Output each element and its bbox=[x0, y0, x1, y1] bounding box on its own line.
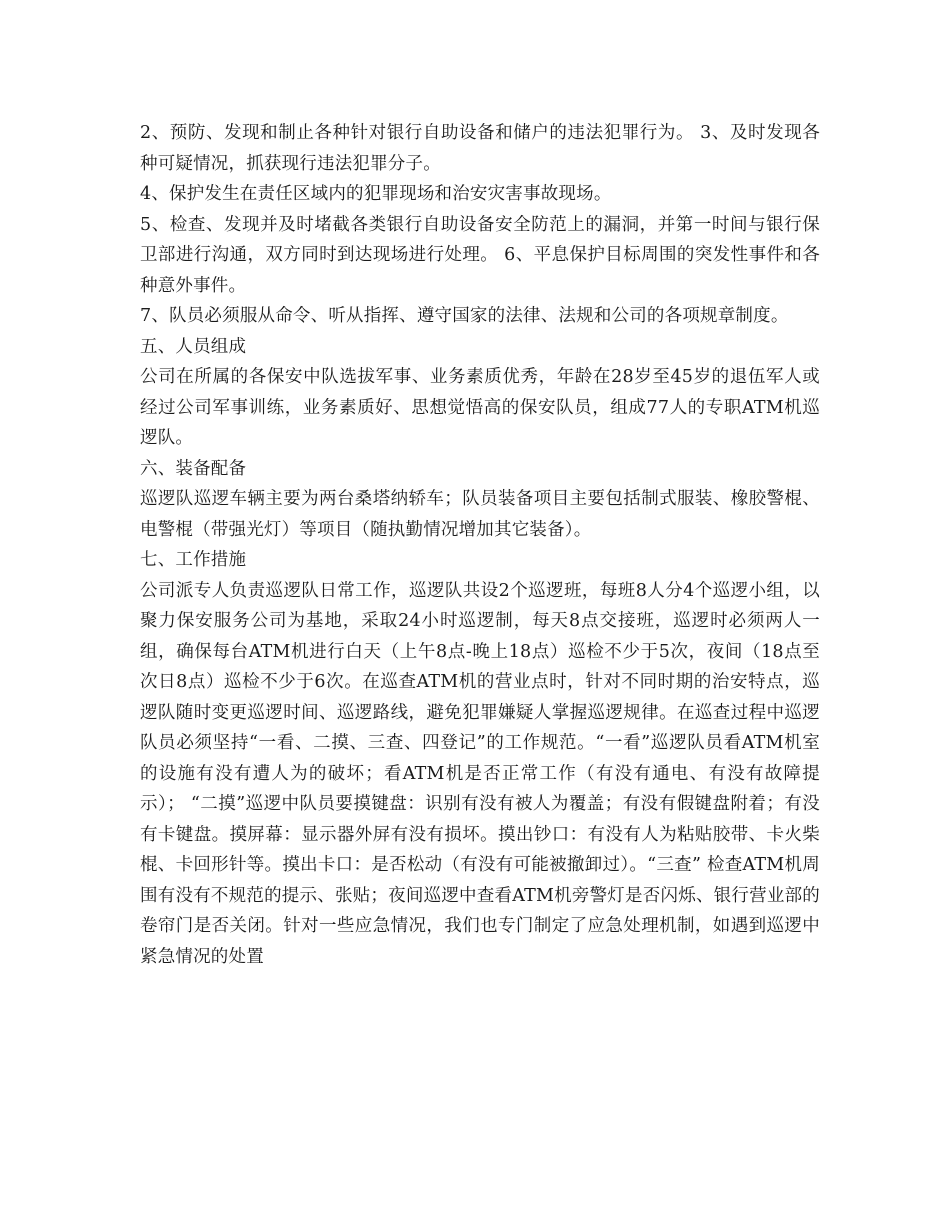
paragraph-duty-7: 7、队员必须服从命令、听从指挥、遵守国家的法律、法规和公司的各项规章制度。 bbox=[140, 306, 789, 326]
paragraph-personnel: 公司在所属的各保安中队选拔军事、业务素质优秀，年龄在28岁至45岁的退伍军人或经过公司军事训练，业务素质好、思想觉悟高的保安队员，组成77人的专职ATM机巡逻队。 bbox=[140, 367, 820, 448]
paragraph-duty-2-3: 2、预防、发现和制止各种针对银行自助设备和储户的违法犯罪行为。 3、及时发现各种可疑情况，抓获现行违法犯罪分子。 bbox=[140, 123, 820, 174]
paragraph-equipment: 巡逻队巡逻车辆主要为两台桑塔纳轿车；队员装备项目主要包括制式服装、橡胶警棍、电警棍（带强光灯）等项目（随执勤情况增加其它装备）。 bbox=[140, 489, 820, 540]
section-heading-measures: 七、工作措施 bbox=[140, 550, 247, 570]
document-body bbox=[140, 118, 820, 972]
section-heading-equipment: 六、装备配备 bbox=[140, 458, 247, 479]
section-heading-personnel: 五、人员组成 bbox=[140, 336, 247, 357]
paragraph-duty-5-6: 5、检查、发现并及时堵截各类银行自助设备安全防范上的漏洞，并第一时间与银行保卫部进行沟通，双方同时到达现场进行处理。 6、平息保护目标周围的突发性事件和各种意外事件。 bbox=[140, 214, 820, 296]
paragraph-measures: 公司派专人负责巡逻队日常工作，巡逻队共设2个巡逻班，每班8人分4个巡逻小组，以聚力保安服务公司为基地，采取24小时巡逻制，每天8点交接班，巡逻时必须两人一组，确保每台ATM机进行白天（上午8点-晚上18点）巡检不少于5次，夜间（18点至次日8点）巡检不少于6次。在巡查ATM机的营业点时，针对不同时期的治安特点，巡逻队随时变更巡逻时间、巡逻路线，避免犯罪嫌疑人掌握巡逻规律。在巡查过程中巡逻队员必须坚持“一看、二摸、三查、四登记”的工作规范。“一看”巡逻队员看ATM机室的设施有没有遭人为的破坏；看ATM机是否正常工作（有没有通电、有没有故障提示）； “二摸”巡逻中队员要摸键盘：识别有没有被人为覆盖；有没有假键盘附着；有没有卡键盘。摸屏幕：显示器外屏有没有损坏。摸出钞口：有没有人为粘贴胶带、卡火柴棍、卡回形针等。摸出卡口：是否松动（有没有可能被撤卸过）。“三查” 检查ATM机周围有没有不规范的提示、张贴；夜间巡逻中查看ATM机旁警灯是否闪烁、银行营业部的卷帘门是否关闭。针对一些应急情况，我们也专门制定了应急处理机制，如遇到巡逻中紧急情况的处置 bbox=[140, 580, 820, 967]
paragraph-duty-4: 4、保护发生在责任区域内的犯罪现场和治安灾害事故现场。 bbox=[140, 184, 612, 204]
